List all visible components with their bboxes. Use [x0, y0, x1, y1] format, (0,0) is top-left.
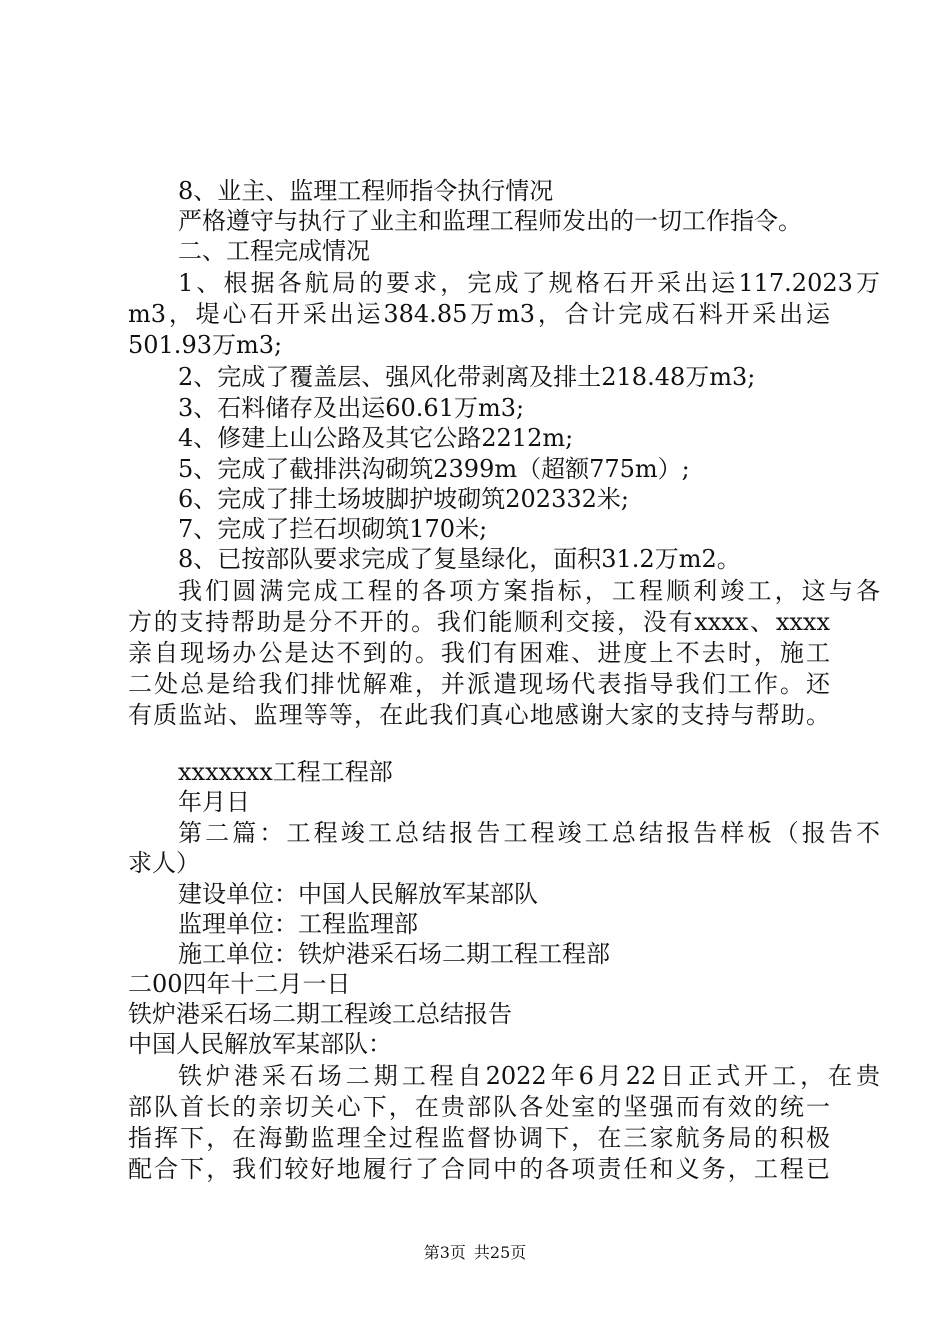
page-number: 第3页 — [423, 1243, 466, 1262]
item-1-line-3: 501.93万m3; — [128, 331, 283, 359]
thanks-line-5: 有质监站、监理等等，在此我们真心地感谢大家的支持与帮助。 — [128, 701, 830, 729]
contractor-unit: 施工单位：铁炉港采石场二期工程工程部 — [178, 940, 610, 968]
part2-title-line-2: 求人） — [128, 849, 200, 877]
body-line-1: 铁炉港采石场二期工程自2022年6月22日正式开工，在贵 — [178, 1062, 880, 1090]
list-item: 4、修建上山公路及其它公路2212m; — [178, 424, 574, 452]
part2-title-line-1: 第二篇：工程竣工总结报告工程竣工总结报告样板（报告不 — [178, 819, 880, 847]
signature-org: xxxxxxx工程工程部 — [178, 758, 393, 786]
page-footer — [0, 1242, 950, 1264]
section-8-text: 严格遵守与执行了业主和监理工程师发出的一切工作指令。 — [178, 207, 802, 235]
signature-date: 年月日 — [178, 788, 250, 816]
list-item: 8、已按部队要求完成了复垦绿化，面积31.2万m2。 — [178, 545, 741, 573]
thanks-line-3: 亲自现场办公是达不到的。我们有困难、进度上不去时，施工 — [128, 639, 830, 667]
section-2-heading: 二、工程完成情况 — [178, 237, 370, 265]
list-item: 5、完成了截排洪沟砌筑2399m（超额775m）; — [178, 455, 690, 483]
list-item: 6、完成了排土场坡脚护坡砌筑202332米; — [178, 485, 629, 513]
thanks-line-1: 我们圆满完成工程的各项方案指标，工程顺利竣工，这与各 — [178, 577, 880, 605]
list-item: 3、石料储存及出运60.61万m3; — [178, 394, 525, 422]
page-total: 共25页 — [473, 1243, 527, 1262]
list-item: 7、完成了拦石坝砌筑170米; — [178, 515, 488, 543]
salutation: 中国人民解放军某部队： — [128, 1030, 392, 1058]
report-date: 二00四年十二月一日 — [128, 970, 351, 998]
body-line-3: 指挥下，在海勤监理全过程监督协调下，在三家航务局的积极 — [128, 1124, 830, 1152]
list-item: 2、完成了覆盖层、强风化带剥离及排土218.48万m3; — [178, 363, 756, 391]
body-line-4: 配合下，我们较好地履行了合同中的各项责任和义务，工程已 — [128, 1155, 830, 1183]
body-line-2: 部队首长的亲切关心下，在贵部队各处室的坚强而有效的统一 — [128, 1093, 830, 1121]
section-8-heading: 8、业主、监理工程师指令执行情况 — [178, 177, 554, 205]
thanks-line-4: 二处总是给我们排忧解难，并派遣现场代表指导我们工作。还 — [128, 670, 830, 698]
builder-unit: 建设单位：中国人民解放军某部队 — [178, 880, 538, 908]
item-1-line-1: 1、根据各航局的要求，完成了规格石开采出运117.2023万 — [178, 269, 880, 297]
item-1-line-2: m3，堤心石开采出运384.85万m3，合计完成石料开采出运 — [128, 300, 830, 328]
report-title: 铁炉港采石场二期工程竣工总结报告 — [128, 1000, 512, 1028]
thanks-line-2: 方的支持帮助是分不开的。我们能顺利交接，没有xxxx、xxxx — [128, 608, 830, 636]
supervisor-unit: 监理单位：工程监理部 — [178, 910, 418, 938]
